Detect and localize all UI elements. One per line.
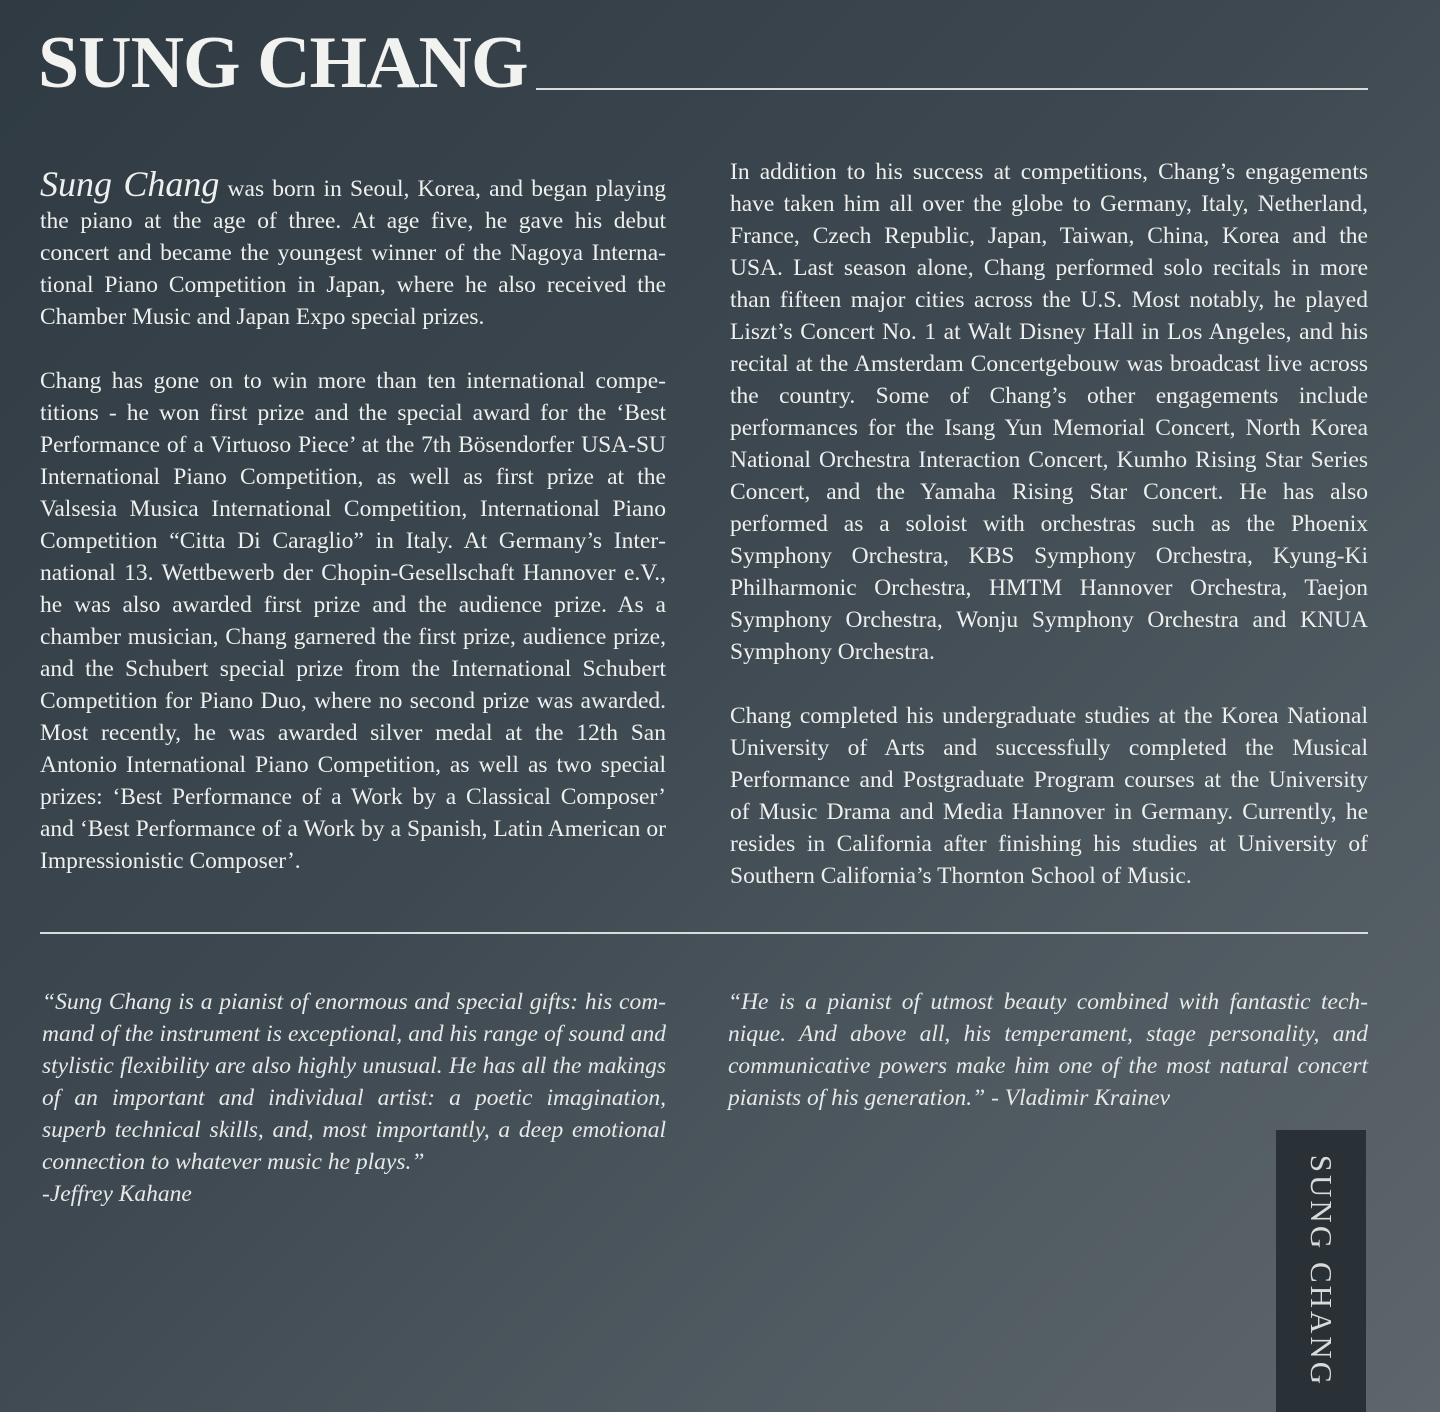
bio-paragraph-2: Chang has gone on to win more than ten international competitions - he won first prize and the special award for the ‘Best Performance of a Virtuoso Piece’ at the 7th Bösendorfer USA-SU International Piano Competition, as well as first prize at the Valsesia Musica International Competition, International Piano Competition “Citta Di Caraglio” in Italy. At Germany’s International 13. Wettbewerb der Chopin-Gesellschaft Hannover e.V., he was also awarded first prize and the audience prize. As a chamber musician, Chang garnered the first prize, audience prize, and the Schubert special prize from the International Schubert Competition for Piano Duo, where no second prize was awarded. Most recently, he was awarded silver medal at the 12th San Antonio International Piano Competition, as well as two special prizes: ‘Best Performance of a Work by a Classical Composer’ and ‘Best Performance of a Work by a Spanish, Latin American or Impressionistic Composer’. xyxy=(40,368,666,874)
bio-column-left xyxy=(40,164,667,909)
quote-right-text: “He is a pianist of utmost beauty combined with fantastic technique. And above all, his temperament, stage personality, and communicative powers make him one of the most natural concert pianists of his generation.” - Vladimir Krainev xyxy=(728,989,1368,1111)
spine-label: SUNG CHANG xyxy=(1304,1154,1339,1388)
bio-paragraph-1-text: was born in Seoul, Korea, and began playing the piano at the age of three. At age five, he gave his debut concert and became the youngest winner of the Nagoya International Piano Competition in Japan, where he also received the Chamber Music and Japan Expo special prizes. xyxy=(40,176,667,330)
bio-paragraph-1 xyxy=(40,164,667,333)
bio-lead-name: Sung Chang xyxy=(40,164,220,204)
quote-left-attribution: -Jeffrey Kahane xyxy=(42,1181,192,1207)
quote-right xyxy=(728,986,1368,1114)
quote-left xyxy=(42,986,666,1210)
quote-left-text: “Sung Chang is a pianist of enormous and special gifts: his command of the instrument is exceptional, and his range of sound and stylistic flexibility are also highly unusual. He has all the makings of an important and individual artist: a poetic imagination, superb technical skills, and, most importantly, a deep emotional connection to whatever music he plays.” xyxy=(42,989,666,1175)
section-divider xyxy=(40,932,1368,934)
bio-paragraph-3: In addition to his success at competitions, Chang’s engagements have taken him all over the globe to Germany, Italy, Netherland, France, Czech Republic, Japan, Taiwan, China, Korea and the USA. Last season alone, Chang performed solo recitals in more than fifteen major cities across the U.S. Most notably, he played Liszt’s Concert No. 1 at Walt Disney Hall in Los Angeles, and his recital at the Amsterdam Concertgebouw was broadcast live across the country. Some of Chang’s other engagements include performances for the Isang Yun Memorial Concert, North Korea National Orchestra Interaction Concert, Kumho Rising Star Series Concert, and the Yamaha Rising Star Concert. He has also performed as a soloist with orchestras such as the Phoenix Symphony Orchestra, KBS Symphony Orchestra, Kyung-Ki Philharmonic Orchestra, HMTM Hannover Orchestra, Taejon Symphony Orchestra, Wonju Symphony Orchestra and KNUA Symphony Orchestra. xyxy=(730,159,1368,665)
page-title: SUNG CHANG xyxy=(38,22,528,104)
bio-paragraph-4: Chang completed his undergraduate studies at the Korea National University of Arts and successfully completed the Musical Performance and Postgraduate Program courses at the University of Music Drama and Media Hannover in Germany. Currently, he resides in California after finishing his studies at University of Southern California’s Thornton School of Music. xyxy=(730,703,1368,889)
bio-column-right xyxy=(730,156,1368,924)
title-divider xyxy=(536,88,1368,90)
